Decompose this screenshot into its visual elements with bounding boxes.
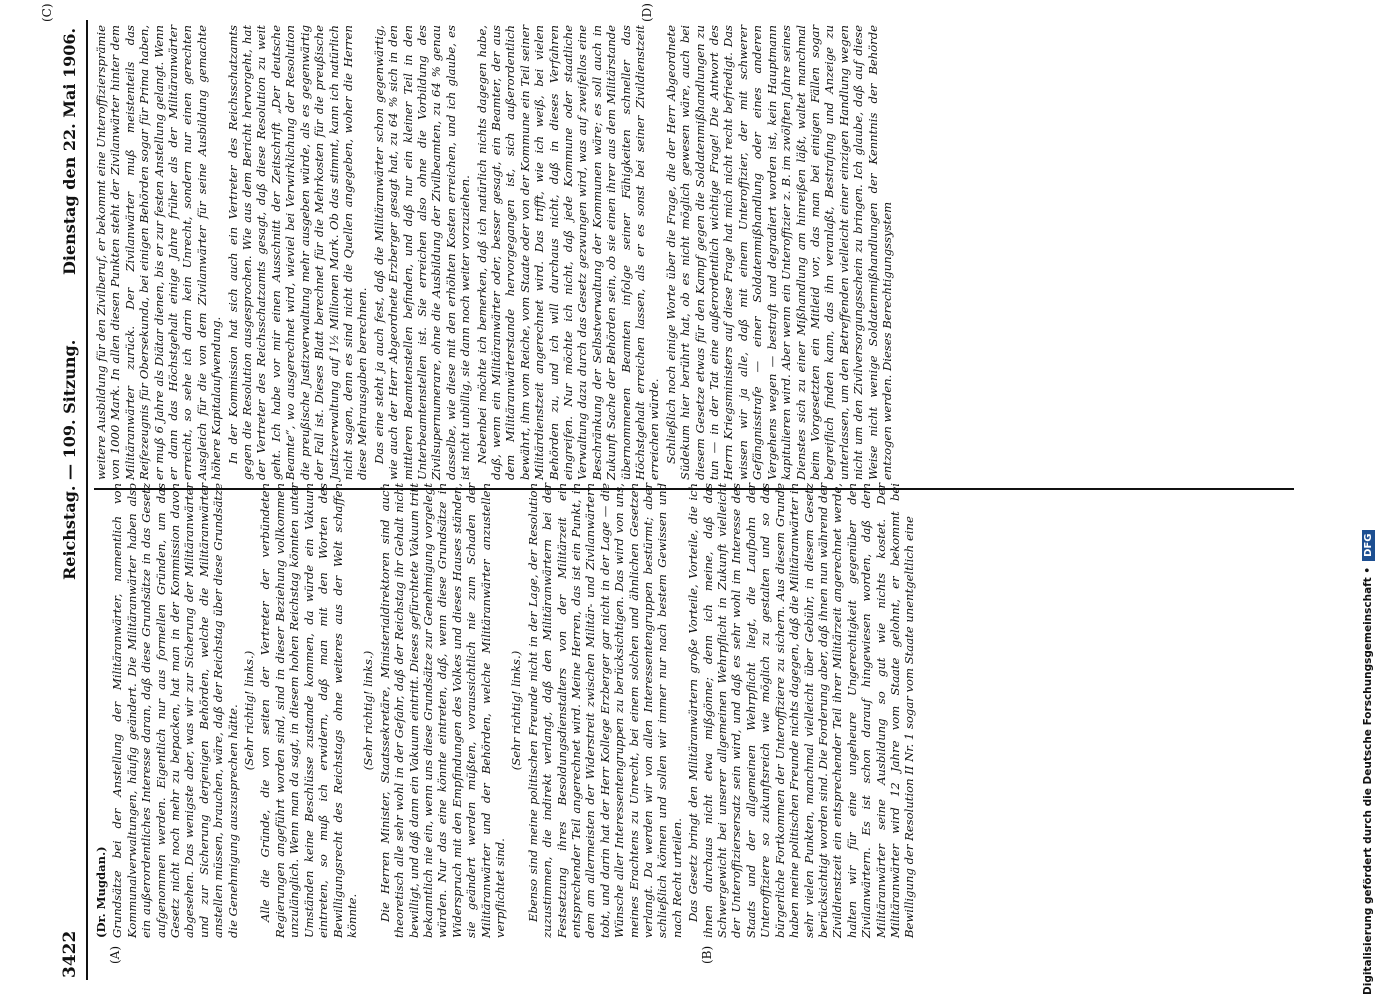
paragraph: Alle die Gründe, die von seiten der Vertreter der verbündeten Regierungen angeführt worden sind, sind in dieser Beziehung vollkommen unzulänglich. Wenn man da sagt, in diesem hohen Reichstag könnten unter Umständen keine Beschlüsse zustande kommen, da würde ein Vakuum eintreten, so muß ich erwidern, daß man mit den Worten des Bewilligungsrecht des Reichstags ohne weiteres aus der Welt schaffen könnte. [258,483,359,938]
running-header: Reichstag. — 109. Sitzung. [60,339,79,580]
paragraph: Grundsätze bei der Anstellung der Militäranwärter, namentlich von Kommunalverwaltungen, häufig geändert. Die Militäranwärter haben also ein außerordentliches Interesse daran, daß diese Grundsätze in das Gesetz aufgenommen werden. Eigentlich nur aus formellen Gründen, um das Gesetz nicht noch mehr zu bepacken, hat man in der Kommission davon abgesehen. Das wenigste aber, was wir zur Sicherung der Militäranwärter und zur Sicherung derjenigen Behörden, welche die Militäranwärter anstellen müssen, brauchen, wäre, daß der Reichstag über diese Grundsätze die Genehmigung auszusprechen hätte. [110,483,240,938]
margin-mark-a: (A) [108,945,122,964]
session-date: Dienstag den 22. Mai 1906. [60,27,79,275]
paragraph: Das eine steht ja auch fest, daß die Militäranwärter schon gegenwärtig, wie auch der Herr Abgeordnete Erzberger gesagt hat, zu 64 % sich in den mittleren Beamtenstellen befinden, und daß nur ein kleiner Teil in den Unterbeamtenstellen ist. Sie erreichen also ohne die Vorbildung des Zivilsupernumerare, ohne die Ausbildung der Zivilbeamten, zu 64 % genau dasselbe, wie diese mit den erhöhten Kosten erreichen, und ich glaube, es ist nicht unbillig, sie dann noch weiter vorzuziehen. [371,25,473,480]
paragraph: In der Kommission hat sich auch ein Vertreter des Reichsschatzamts gegen die Resolution ausgesprochen. Wie aus dem Bericht hervorgeht, hat der Vertreter des Reichsschatzamts gesagt, daß diese Resolution zu weit geht. Ich habe vor mir einen Ausschnitt der Zeitschrift „Der deutsche Beamte“, wo ausgerechnet wird, wieviel bei Verwirklichung der Resolution die preußische Justizverwaltung mehr ausgeben würde, als es gegenwärtig der Fall ist. Dieses Blatt berechnet für die Mehrkosten für die preußische Justizverwaltung auf 1½ Millionen Mark. Ob das stimmt, kann ich natürlich nicht sagen, denn es sind nicht die Quellen angegeben, woher die Herren diese Mehrausgaben berechnen. [225,25,370,480]
column-separator [94,488,1294,490]
credit-text: Digitalisierung gefördert durch die Deutsche Forschungsgemeinschaft • [1362,566,1374,995]
margin-mark-b: (B) [700,945,714,964]
margin-mark-d: (D) [640,3,654,22]
paragraph: Das Gesetz bringt den Militäranwärtern große Vorteile, Vorteile, die ich ihnen durchaus nicht etwa mißgönne; denn ich meine, daß das Schwergewicht bei unserer allgemeinen Wehrpflicht in Zukunft vielleicht der Unteroffiziersersatz sein wird, und daß es sehr wohl im Interesse des Staats und der allgemeinen Wehrpflicht liegt, die Laufbahn der Unteroffiziere so zukunftsreich wie möglich zu gestalten und so das bürgerliche Fortkommen der Unteroffiziere zu sichern. Aus diesem Grunde haben meine politischen Freunde nichts dagegen, daß die Militäranwärter in sehr vielen Punkten, manchmal vielleicht über Gebühr, in diesem Gesetz berücksichtigt worden sind. Die Forderung aber, daß ihnen nun während der Zivildienstzeit ein entsprechender Teil ihrer Militärzeit angerechnet werde, halten wir für eine ungeheure Ungerechtigkeit gegenüber den Zivilanwärtern. Es ist schon darauf hingewiesen worden, daß dem Militäranwärter seine Ausbildung so gut wie nichts kostet. Der Militäranwärter wird 12 Jahre vom Staate gelohnt, er bekommt bei Bewilligung der Resolution II Nr. 1 sogar vom Staate unentgeltlich eine [686,483,917,938]
paragraph: weitere Ausbildung für den Zivilberuf, er bekommt eine Unteroffiziersprämie von 1000 Mark. In allen diesen Punkten steht der Zivilanwärter hinter dem Militäranwärter zurück. Der Zivilanwärter muß meistenteils das Reifezeugnis für Obersekunda, bei einigen Behörden sogar für Prima haben, er muß 6 Jahre als Diätar dienen, bis er zur festen Anstellung gelangt. Wenn er dann das Höchstgehalt einige Jahre früher als der Militäranwärter erreicht, so sehe ich darin kein Unrecht, sondern nur einen gerechten Ausgleich für die von dem Zivilanwärter für seine Ausbildung gemachte höhere Kapitalaufwendung. [94,25,224,480]
right-column [94,25,1294,480]
interjection: (Sehr richtig! links.) [361,650,376,771]
paragraph: Schließlich noch einige Worte über die Frage, die der Herr Abgeordnete Südekum hier berührt hat, ob es nicht möglich gewesen wäre, auch bei diesem Gesetze etwas für den Kampf gegen die Soldatenmißhandlungen zu tun — in der Tat eine außerordentlich wichtige Frage! Die Antwort des Herrn Kriegsministers auf diese Frage hat mich nicht recht befriedigt. Das wissen wir ja alle, daß mit einem Unteroffizier, der mit schwerer Gefängnisstrafe — einer Soldatenmißhandlung oder eines anderen Vergehens wegen — bestraft und degradiert worden ist, kein Hauptmann kapitulieren wird. Aber wenn ein Unteroffizier z. B. im zwölften Jahre seines Dienstes sich zu einer Mißhandlung am hinreißen läßt, waltet manchmal beim Vorgesetzten ein Mitleid vor, das man bei einigen Fällen sogar begreiflich finden kann, das ihn veranlaßt, Bestrafung und Anzeige zu unterlassen, um den Betreffenden vielleicht einer einzigen Handlung wegen nicht um den Zivilversorgungsschein zu bringen. Ich glaube, daß auf diese Weise nicht wenige Soldatenmißhandlungen der Kenntnis der Behörde entzogen werden. Dieses Berechtigungssystem [663,25,894,480]
paragraph: Ebenso sind meine politischen Freunde nicht in der Lage, der Resolution zuzustimmen, die indirekt verlangt, daß den Militäranwärtern bei der Festsetzung ihres Besoldungsdienstalters von der Militärzeit ein entsprechender Teil angerechnet wird. Meine Herren, das ist ein Punkt, in dem am allermeisten der Widerstreit zwischen Militär- und Zivilanwärtern tobt, und darin hat der Herr Kollege Erzberger gar nicht in der Lage — die Wünsche aller Interessentengruppen zu berücksichtigen. Das wird von uns, meines Erachtens zu Unrecht, bei einem solchen und ähnlichen Gesetzen verlangt. Da werden wir von allen Interessentengruppen bestürmt; aber schließlich können und sollen wir immer nur nach bestem Gewissen und nach Recht urteilen. [525,483,684,938]
left-column [94,483,1294,938]
margin-mark-c: (C) [40,3,54,22]
interjection: (Sehr richtig! links.) [509,650,524,771]
speaker-label: (Dr. Mugdan.) [94,846,108,938]
dfg-logo: DFG [1362,530,1375,561]
interjection: (Sehr richtig! links.) [242,650,257,771]
paragraph: Nebenbei möchte ich bemerken, daß ich natürlich nichts dagegen habe, daß, wenn ein Militäranwärter oder, besser gesagt, ein Beamter, der aus dem Militäranwärterstande hervorgegangen ist, sich außerordentlich bewährt, ihm vom Reiche, vom Staate oder von der Kommune ein Teil seiner Militärdienstzeit angerechnet wird. Das trifft, wie ich weiß, bei vielen Behörden zu, und ich will durchaus nicht, daß in dieses Verfahren eingreifen. Nur möchte ich nicht, daß jede Kommune oder staatliche Verwaltung dazu durch das Gesetz gezwungen wird, was auf zweifellos eine Beschränkung der Selbstverwaltung der Kommunen wäre; es soll auch in Zukunft Sache der Behörden sein, ob sie einen ihrer aus dem Militärstande übernommenen Beamten infolge seiner Fähigkeiten schneller das Höchstgehalt erreichen lassen, als er es sonst bei seiner Zivildienstzeit erreichen würde. [474,25,662,480]
page-number: 3422 [60,930,80,978]
digitization-credit [1362,0,1375,995]
header-rule [86,20,88,980]
paragraph: Die Herren Minister, Staatssekretäre, Ministerialdirektoren sind auch theoretisch alle sehr wohl in der Gefahr, daß der Reichstag ihr Gehalt nicht bewilligt, und daß dann ein Vakuum eintritt. Dieses gefürchtete Vakuum tritt bekanntlich nie ein, wenn uns diese Grundsätze zur Genehmigung vorgelegt würden. Nur das eine könnte eintreten, daß, wenn diese Grundsätze in Widerspruch mit den Empfindungen des Volkes und dieses Hauses ständen, sie geändert werden müßten, voraussichtlich nie zum Schaden der Militäranwärter und der Behörden, welche Militäranwärter anzustellen verpflichtet sind. [377,483,507,938]
